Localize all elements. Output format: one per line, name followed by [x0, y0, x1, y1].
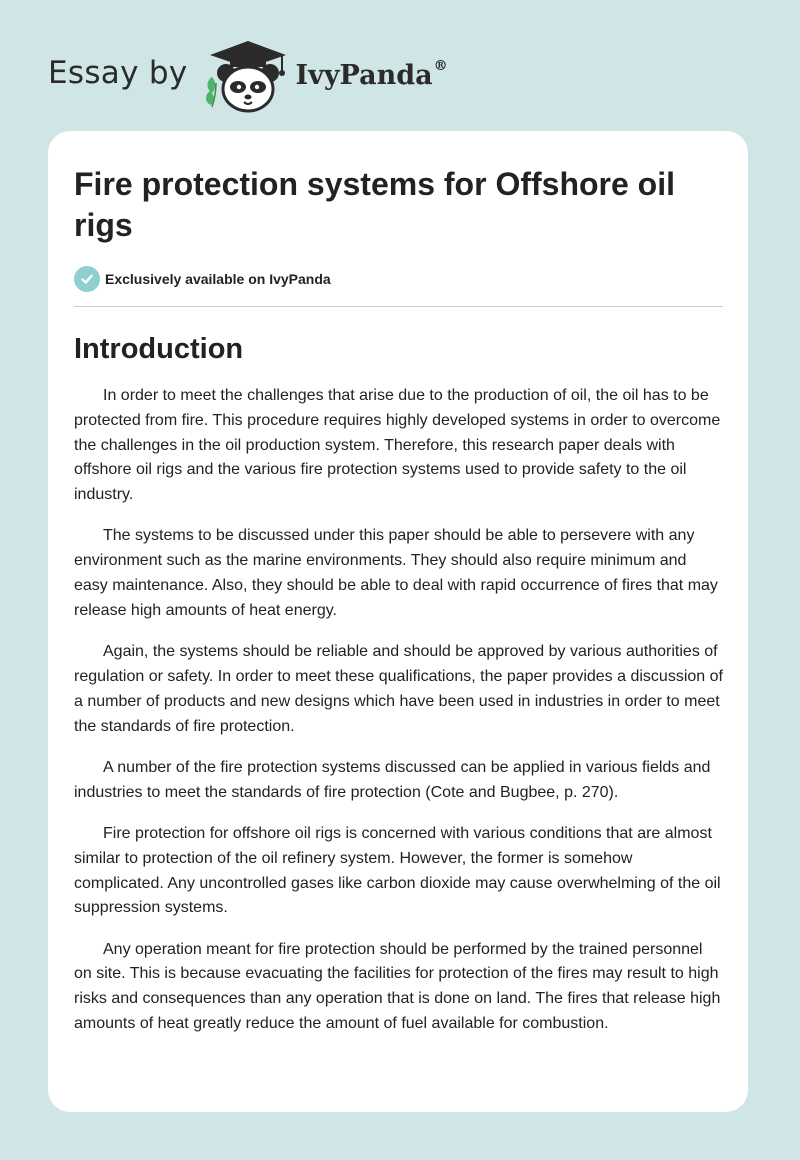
essay-card — [48, 131, 748, 1112]
paragraph: A number of the fire protection systems discussed can be applied in various fields and industries to meet the standards of fire protection (Cote and Bugbee, p. 270). — [74, 758, 711, 801]
site-header — [48, 36, 448, 116]
exclusive-badge-label: Exclusively available on IvyPanda — [105, 271, 331, 287]
paragraph: Fire protection for offshore oil rigs is concerned with various conditions that are almost similar to protection of the oil refinery system. However, the former is somehow complicated. Any uncontrolled gases like carbon dioxide may cause overwhelming of the oil suppression systems. — [74, 824, 721, 917]
paragraph: Any operation meant for fire protection should be performed by the trained personnel on site. This is because evacuating the facilities for protection of the fires may result to high risks and consequences than any operation that is done on land. The fires that release high amounts of heat greatly reduce the amount of fuel available for combustion. — [74, 940, 721, 1033]
exclusive-badge — [74, 265, 723, 293]
section-heading: Introduction — [74, 333, 244, 365]
paragraph: In order to meet the challenges that arise due to the production of oil, the oil has to be protected from fire. This procedure requires highly developed systems in order to overcome the challenges in the oil production system. Therefore, this research paper deals with offshore oil rigs and the various fire protection systems used to provide safety to the oil industry. — [74, 387, 721, 504]
panda-graduation-cap-icon[interactable] — [202, 37, 294, 115]
ivy-leaf-icon — [205, 77, 215, 107]
trademark-symbol: ® — [433, 57, 448, 74]
divider — [74, 306, 723, 307]
check-circle-icon — [74, 266, 100, 292]
paragraph: Again, the systems should be reliable and should be approved by various authorities of regulation or safety. In order to meet these qualifications, the paper provides a discussion of a number of products and new designs which have been used in industries in order to meet the standards of fire protection. — [74, 643, 723, 735]
paragraph: The systems to be discussed under this paper should be able to persevere with any environment such as the marine environments. They should also require minimum and easy maintenance. Also, they should be able to deal with rapid occurrence of fires that may release high amounts of heat energy. — [74, 527, 718, 619]
brand-name[interactable]: IvyPanda® — [295, 57, 448, 91]
essay-by-label: Essay by — [48, 55, 188, 91]
essay-title: Fire protection systems for Offshore oil rigs — [74, 166, 675, 243]
